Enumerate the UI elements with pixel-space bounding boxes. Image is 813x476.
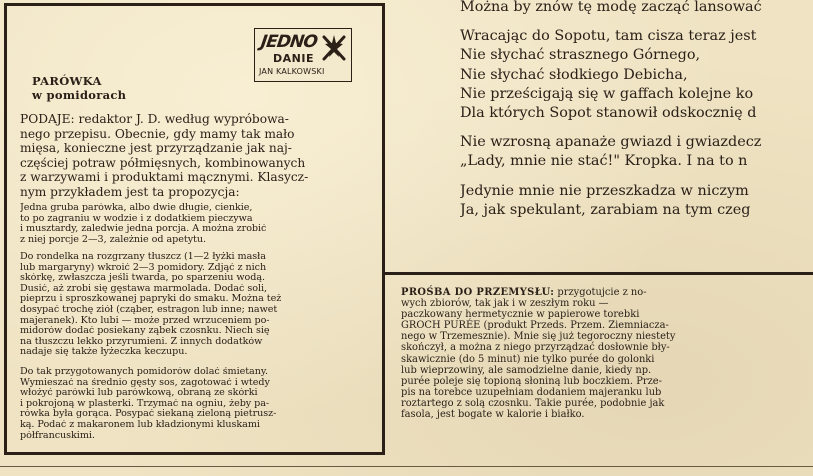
paragraph-line: lub margaryny) wkroić 2—3 pomidory. Zdjąć z nich bbox=[20, 262, 267, 273]
recipe-paragraph-1 bbox=[20, 203, 372, 245]
recipe-title-sub: w pomidorach bbox=[32, 88, 127, 102]
recipe-title bbox=[32, 74, 126, 102]
paragraph-line: pieprzu i sproszkowanej papryki do smaku. Można też bbox=[20, 294, 282, 305]
logo-author: JAN KALKOWSKI bbox=[259, 67, 325, 76]
paragraph-line: i pokrojoną w plasterki. Trzymać na ogniu, żeby pa- bbox=[20, 398, 270, 409]
intro-line: nego przepisu. Obecnie, gdy mamy tak mało bbox=[20, 126, 295, 141]
paragraph-line: skórkę, zwłaszcza jeśli twarda, po sparzeniu wodą. bbox=[20, 273, 265, 284]
poem-line: Dla których Sopot stanowił odskocznię d bbox=[460, 104, 757, 121]
poem-line: „Lady, mnie nie stać!" Kropka. I na to n bbox=[460, 153, 748, 170]
paragraph-line: półfrancuskimi. bbox=[20, 430, 95, 441]
stanza-gap bbox=[460, 172, 813, 182]
column-logo bbox=[254, 28, 352, 82]
paragraph-line: na tłuszczu lekko przyrumieni. Z innych dodatków bbox=[20, 336, 263, 347]
plea-line: skończył, a można z niego przyrządzać dosłownie bły- bbox=[401, 342, 670, 354]
poem-line: Nie wzrosną apanaże gwiazd i gwiazdecz bbox=[460, 134, 762, 151]
recipe-paragraph-3 bbox=[20, 367, 372, 441]
paragraph-line: to po zagraniu w wodzie i z dodatkiem pieczywa bbox=[20, 213, 253, 224]
paragraph-line: Do tak przygotowanych pomidorów dolać śmietany. bbox=[20, 367, 268, 377]
poem-line: Ja, jak spekulant, zarabiam na tym czeg bbox=[460, 201, 751, 218]
paragraph-line: nadaje się także łyżeczka keczupu. bbox=[20, 347, 188, 358]
poem-line: Nie słychać strasznego Górnego, bbox=[460, 47, 701, 64]
plea-first-line-rest: przygotujcie z no- bbox=[554, 287, 647, 298]
plea-line: lub wieprzowiny, ale samodzielne danie, kiedy np. bbox=[401, 364, 652, 376]
intro-line: z warzywami i produktami mącznymi. Klasycz- bbox=[20, 170, 309, 185]
plea-line: paczkowany hermetycznie w papierowe torebki bbox=[401, 309, 640, 321]
plea-to-industry bbox=[401, 287, 781, 420]
crossed-cutlery-icon bbox=[321, 33, 347, 63]
plea-first-line bbox=[401, 287, 781, 298]
paragraph-line: włożyć parówki lub parówkową, obraną ze skórki bbox=[20, 388, 258, 399]
intro-line: mięsa, konieczne jest przyrządzanie jak naj- bbox=[20, 141, 292, 156]
poem-line: Można by znów tę modę zacząć lansować bbox=[460, 0, 762, 15]
poem-column bbox=[460, 0, 813, 220]
plea-line: skawicznie (do 5 minut) nie tylko purée do golonki bbox=[401, 353, 655, 365]
paragraph-line: majeranek). Kto lubi — może przed wrzuceniem po- bbox=[20, 315, 270, 326]
paragraph-line: Wymieszać na średnio gęsty sos, zagotować i wtedy bbox=[20, 377, 270, 388]
plea-line: roztartego z solą czosnku. Takie purée, podobnie jak bbox=[401, 397, 665, 409]
paragraph-line: Jedna gruba parówka, albo dwie długie, cienkie, bbox=[20, 203, 253, 213]
plea-line: fasola, jest bogate w kalorie i białko. bbox=[401, 409, 585, 421]
plea-line: wych zbiorów, tak jak i w zeszłym roku — bbox=[401, 298, 609, 310]
paragraph-line: Dusić, aż zrobi się gęstawa marmolada. Dodać soli, bbox=[20, 283, 268, 294]
logo-jedno: JEDNO bbox=[259, 32, 319, 52]
paragraph-line: dosypać trochę ziół (cząber, estragon lub inne; nawet bbox=[20, 304, 278, 315]
paragraph-line: midorów dodać posiekany ząbek czosnku. Niech się bbox=[20, 326, 270, 337]
plea-line: nego w Trzemesznie). Mnie się już tegoroczny niestety bbox=[401, 331, 676, 343]
intro-line: nym przykładem jest ta propozycja: bbox=[20, 184, 240, 199]
paragraph-line: rówka była gorąca. Posypać siekaną zieloną pietrusz- bbox=[20, 409, 277, 420]
recipe-intro bbox=[20, 112, 372, 200]
intro-line: PODAJE: redaktor J. D. według wypróbowa- bbox=[20, 112, 289, 126]
poem-line: Wracając do Sopotu, tam cisza teraz jest bbox=[460, 28, 757, 45]
plea-line: pis na torebce uzupełniam dodaniem majeranku lub bbox=[401, 386, 662, 398]
plea-heading: PROŚBA DO PRZEMYSŁU: bbox=[401, 287, 555, 298]
paragraph-line: z niej porcje 2—3, zależnie od apetytu. bbox=[20, 234, 206, 245]
recipe-paragraph-2 bbox=[20, 252, 372, 358]
paragraph-line: ką. Podać z makaronem lub kładzionymi kluskami bbox=[20, 419, 260, 430]
page-bottom-rule bbox=[0, 466, 813, 467]
stanza-gap bbox=[460, 17, 813, 27]
poem-line: Nie prześcigają się w gaffach kolejne ko bbox=[460, 85, 754, 102]
stanza-gap bbox=[460, 123, 813, 133]
poem-line: Nie słychać słodkiego Debicha, bbox=[460, 66, 688, 83]
logo-danie: DANIE bbox=[273, 52, 314, 65]
poem-line: Jedynie mnie nie przeszkadza w niczym bbox=[460, 182, 749, 199]
recipe-title-main: PARÓWKA bbox=[32, 74, 102, 88]
plea-line: GROCH PURÉE (produkt Przeds. Przem. Ziemniacza- bbox=[401, 320, 669, 332]
intro-line: częściej potraw półmięsnych, kombinowanych bbox=[20, 155, 306, 170]
paragraph-line: i musztardy, zaledwie jedna porcja. A można zrobić bbox=[20, 224, 267, 235]
box-top-rule bbox=[385, 272, 813, 275]
plea-line: purée poleje się topioną słoniną lub boczkiem. Prze- bbox=[401, 375, 662, 387]
paragraph-line: Do rondelka na rozgrzany tłuszcz (1—2 łyżki masła bbox=[20, 252, 266, 262]
